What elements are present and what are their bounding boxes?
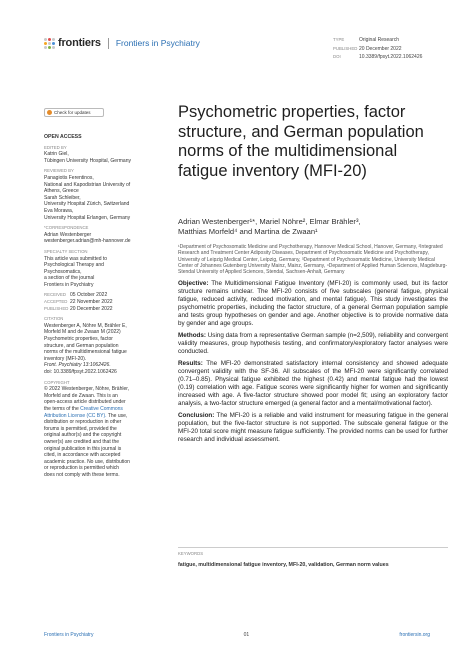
correspondence-email[interactable]: westenberger.adrian@mh-hannover.de xyxy=(44,238,131,245)
keywords: fatigue, multidimensional fatigue inventory, MFI-20, validation, German norm values xyxy=(178,562,389,568)
article-sidebar xyxy=(44,134,152,479)
footer-journal[interactable]: Frontiers in Psychiatry xyxy=(44,632,94,638)
logo-divider xyxy=(108,38,109,49)
brand-name: frontiers xyxy=(58,37,101,49)
license-link[interactable]: Creative Commons xyxy=(80,405,123,412)
meta-published: PUBLISHED 20 December 2022 xyxy=(333,45,402,52)
citation-section: CITATION Westenberger A, Nöhre M, Brähler E, Morfeld M and de Zwaan M (2022) Psychometric properties, factor structure, and German population norms of the multidimensional fatigue inventory (MFI-20). Front. Psychiatry 13:1062426. doi: 10.3389/fpsyt.2022.1062426 xyxy=(44,316,152,375)
edited-by-section: EDITED BY Katrin Giel, Tübingen University Hospital, Germany xyxy=(44,144,131,164)
frontiers-logo-icon xyxy=(44,38,54,48)
article-title: Psychometric properties, factor structure, and German population norms of the multidimensional fatigue inventory (MFI-20) xyxy=(178,103,424,180)
copyright-section: COPYRIGHT © 2022 Westenberger, Nöhre, Brähler, Morfeld and de Zwaan. This is an open-access article distributed under the terms of the Creative Commons Attribution License (CC BY). The use, distribution or reproduction in other forums is permitted, provided the original author(s) and the copyright owner(s) are credited and that the original publication in this journal is cited, in accordance with accepted academic practice. No use, distribution or reproduction is permitted which does not comply with these terms. xyxy=(44,379,130,478)
keywords-label: KEYWORDS xyxy=(178,551,204,556)
update-icon xyxy=(47,110,52,115)
license-link-cont[interactable]: Attribution License (CC BY). xyxy=(44,412,107,419)
page-number: 01 xyxy=(243,632,250,638)
footer-site-link[interactable]: frontiersin.org xyxy=(399,632,430,638)
author-list: Adrian Westenberger¹*, Mariel Nöhre², Elmar Brähler³, Matthias Morfeld⁴ and Martina de Zwaan¹ xyxy=(178,217,361,236)
abstract-methods: Methods: Using data from a representative German sample (n=2,509), reliability and convergent validity measures, group hypothesis testing, and confirmatory/exploratory factor analyses were conducted. xyxy=(178,332,448,356)
meta-doi[interactable]: DOI 10.3389/fpsyt.2022.1062426 xyxy=(333,54,423,60)
citation-doi[interactable]: doi: 10.3389/fpsyt.2022.1062426 xyxy=(44,369,117,375)
abstract-objective: Objective: The Multidimensional Fatigue Inventory (MFI-20) is commonly used, but its factor structure remains unclear. The MFI-20 consists of five subscales (general fatigue, physical fatigue, reduced activity, reduced motivation, and mental fatigue). This study investigates the psychometric properties, including the factor structure, of a general German population sample and tests group hypotheses on gender and age. Another objective is to provide normative data by gender and age groups. xyxy=(178,280,448,328)
reviewed-by-section: REVIEWED BY Panagiotis Ferentinos, National and Kapodistrian University of Athens, Greece Sarah Schleiber, University Hospital Zürich, Switzerland Eva Morawa, University Hospital Erlangen, Germany xyxy=(44,168,131,221)
abstract-results: Results: The MFI-20 demonstrated satisfactory internal consistency and showed adequate convergent validity with the SF-36. All subscales of the MFI-20 were significantly correlated (0.71–0.85). Physical fatigue exhibited the highest (0.42) and mental fatigue had the lowest (0.19) correlation with age. Fatigue scores were significantly higher for women and significantly increased with age. A five-factor structure showed poor model fit; using an exploratory factor analysis, a two-factor structure emerged (a general factor and a mental/motivational factor). xyxy=(178,359,448,408)
specialty-section: SPECIALTY SECTION This article was submitted to Psychological Therapy and Psychosomatics, a section of the journal Frontiers in Psychiatry xyxy=(44,248,108,288)
open-access-label: OPEN ACCESS xyxy=(44,134,82,140)
abstract-conclusion: Conclusion: The MFI-20 is a reliable and valid instrument for measuring fatigue in the general population, but the five-factor structure is not supported. The subscale general fatigue or the MFI-20 total score might measure fatigue sufficiently. The provided norms can be used for further research and individual assessment. xyxy=(178,411,448,444)
affiliations: ¹Department of Psychosomatic Medicine and Psychotherapy, Hannover Medical School, Hanover, Germany, ²Integrated Research and Treatment Center Adiposity Diseases, Department of Psychosomatic Medicine and Psychotherapy, University of Leipzig Medical Center, Leipzig, Germany, ³Department of Psychosomatic Medicine, University Medical Center of Johannes Gutenberg University Mainz, Mainz, Germany, ⁴Department of Applied Human Sciences, Magdeburg-Stendal University of Applied Sciences, Stendal, Sachsen-Anhalt, Germany xyxy=(178,244,448,276)
meta-type: TYPE Original Research xyxy=(333,37,400,43)
keywords-divider xyxy=(178,547,448,548)
abstract xyxy=(178,280,448,448)
frontiers-logo[interactable] xyxy=(44,37,200,49)
dates-section: RECEIVED 05 October 2022 ACCEPTED 22 November 2022 PUBLISHED 20 December 2022 xyxy=(44,292,113,312)
article-meta xyxy=(333,36,422,62)
journal-name: Frontiers in Psychiatry xyxy=(115,38,200,48)
check-for-updates-button[interactable]: Check for updates xyxy=(44,108,104,117)
correspondence-section: *CORRESPONDENCE Adrian Westenberger westenberger.adrian@mh-hannover.de xyxy=(44,225,152,245)
page-footer xyxy=(44,632,430,638)
